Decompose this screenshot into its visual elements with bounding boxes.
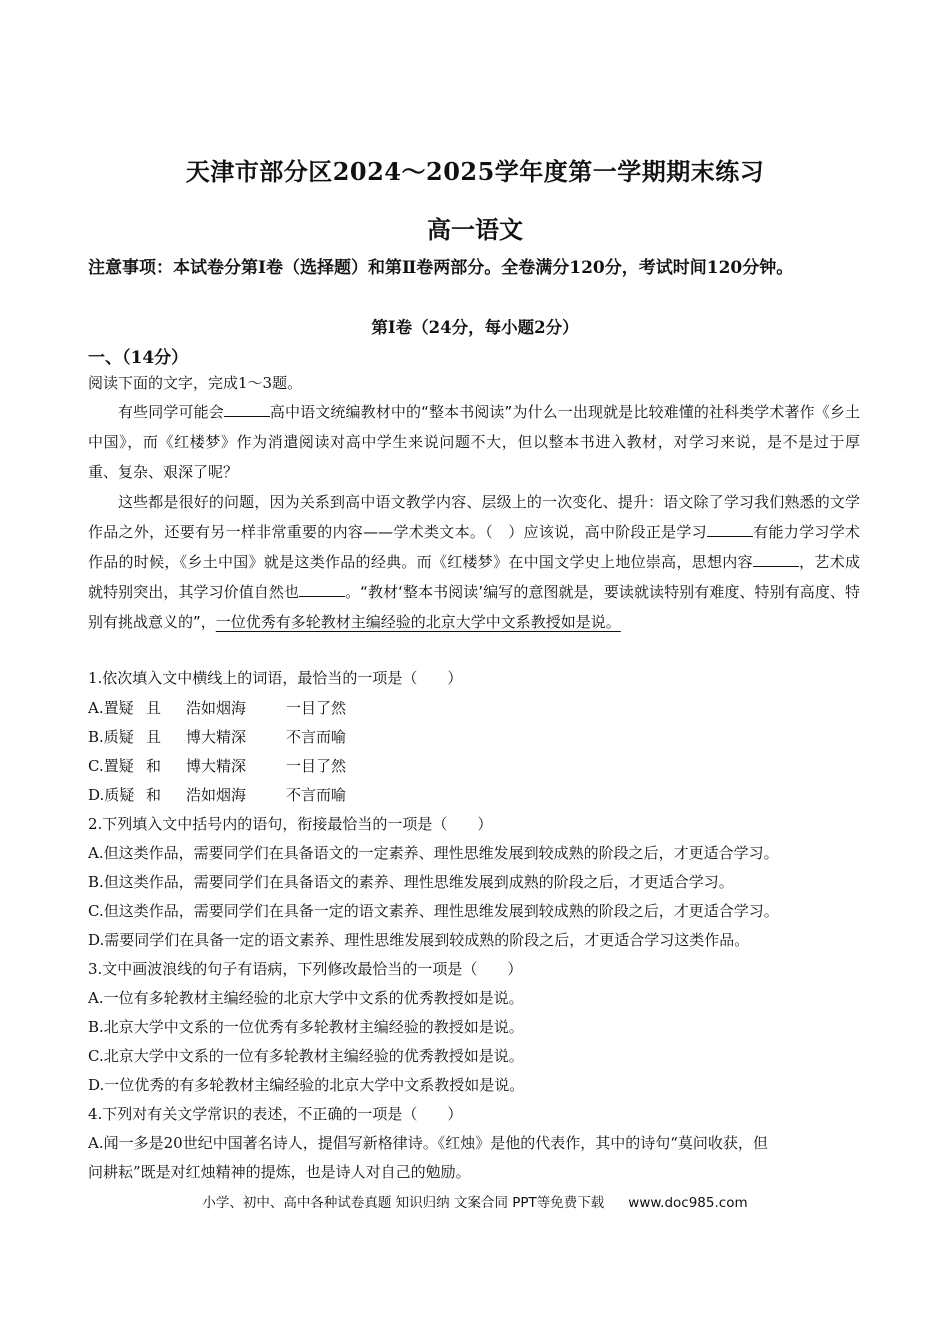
fill-blank-2 xyxy=(707,522,753,537)
option-word: 不言而喻 xyxy=(286,728,347,746)
fill-blank-4 xyxy=(299,582,345,597)
option-word: 博大精深 xyxy=(186,728,247,746)
option-word: D.质疑 xyxy=(88,786,135,804)
reading-instruction: 阅读下面的文字，完成1～3题。 xyxy=(88,374,303,392)
option-word: 且 xyxy=(146,728,162,746)
question-1-option-a xyxy=(88,697,346,718)
option-word: 一目了然 xyxy=(286,699,347,717)
question-4-option-a-line-1: A.闻一多是20世纪中国著名诗人，提倡写新格律诗。《红烛》是他的代表作，其中的诗句“莫问收获，但 xyxy=(88,1134,768,1152)
question-3-option-d: D.一位优秀的有多轮教材主编经验的北京大学中文系教授如是说。 xyxy=(88,1076,525,1094)
question-2-option-b: B.但这类作品，需要同学们在具备语文的素养、理性思维发展到成熟的阶段之后，才更适合学习。 xyxy=(88,873,734,891)
fill-blank-3 xyxy=(753,552,799,567)
page-footer xyxy=(0,1191,950,1211)
exam-title: 天津市部分区2024～2025学年度第一学期期末练习 xyxy=(185,157,765,186)
footer-text: 小学、初中、高中各种试卷真题 知识归纳 文案合同 PPT等免费下载 xyxy=(202,1195,605,1211)
question-3-option-b: B.北京大学中文系的一位优秀有多轮教材主编经验的教授如是说。 xyxy=(88,1018,524,1036)
wavy-underlined-sentence: 一位优秀有多轮教材主编经验的北京大学中文系教授如是说。 xyxy=(215,613,621,631)
question-1-stem: 1.依次填入文中横线上的词语，最恰当的一项是（ ） xyxy=(88,669,463,687)
option-word: 和 xyxy=(146,786,162,804)
question-3-option-c: C.北京大学中文系的一位有多轮教材主编经验的优秀教授如是说。 xyxy=(88,1047,524,1065)
question-3-option-a: A.一位有多轮教材主编经验的北京大学中文系的优秀教授如是说。 xyxy=(88,989,524,1007)
question-1-option-b xyxy=(88,726,346,747)
question-2-stem: 2.下列填入文中括号内的语句，衔接最恰当的一项是（ ） xyxy=(88,815,493,833)
option-word: C.置疑 xyxy=(88,757,134,775)
question-1-option-c xyxy=(88,755,346,776)
option-word: 且 xyxy=(146,699,162,717)
passage-text: ，艺术成就特别突出，其学习价值自然也 xyxy=(88,553,860,601)
notice-text: 注意事项：本试卷分第Ⅰ卷（选择题）和第Ⅱ卷两部分。全卷满分120分，考试时间120分钟。 xyxy=(88,258,794,278)
subject-title: 高一语文 xyxy=(427,215,523,244)
option-word: 不言而喻 xyxy=(286,786,347,804)
question-3-stem: 3.文中画波浪线的句子有语病，下列修改最恰当的一项是（ ） xyxy=(88,960,523,978)
passage-paragraph-1 xyxy=(88,397,860,487)
option-word: B.质疑 xyxy=(88,728,134,746)
option-word: 一目了然 xyxy=(286,757,347,775)
option-word: 和 xyxy=(146,757,162,775)
question-2-option-c: C.但这类作品，需要同学们在具备一定的语文素养、理性思维发展到较成熟的阶段之后，才更适合学习。 xyxy=(88,902,779,920)
passage-text: 这些都是很好的问题，因为关系到高中语文教学内容、层级上的一次变化、提升：语文除了学习我们熟悉的文学作品之外，还要有另一样非常重要的内容——学术类文本。（ ）应该说，高中阶段正是学习 xyxy=(88,493,860,541)
question-4-stem: 4.下列对有关文学常识的表述，不正确的一项是（ ） xyxy=(88,1105,463,1123)
option-word: 博大精深 xyxy=(186,757,247,775)
option-word: 浩如烟海 xyxy=(186,699,247,717)
reading-passage xyxy=(88,397,860,637)
question-2-option-a: A.但这类作品，需要同学们在具备语文的一定素养、理性思维发展到较成熟的阶段之后，才更适合学习。 xyxy=(88,844,779,862)
section-one-heading: 一、（14分） xyxy=(88,348,189,368)
passage-paragraph-2 xyxy=(88,487,860,637)
question-1-option-d xyxy=(88,784,346,805)
option-word: 浩如烟海 xyxy=(186,786,247,804)
question-2-option-d: D.需要同学们在具备一定的语文素养、理性思维发展到较成熟的阶段之后，才更适合学习这类作品。 xyxy=(88,931,750,949)
passage-text: 高中语文统编教材中的“整本书阅读”为什么一出现就是比较难懂的社科类学术著作《乡土中国》，而《红楼梦》作为消遣阅读对高中学生来说问题不大，但以整本书进入教材，对学习来说，是不是过于厚重、复杂、艰深了呢？ xyxy=(88,403,860,481)
option-word: A.置疑 xyxy=(88,699,134,717)
footer-link[interactable]: www.doc985.com xyxy=(628,1195,748,1211)
passage-text: 有些同学可能会 xyxy=(118,403,224,421)
fill-blank-1 xyxy=(224,402,270,417)
passage-text: 有能力学习学术作品的时候，《乡土中国》就是这类作品的经典。而《红楼梦》在中国文学史上地位崇高，思想内容 xyxy=(88,523,860,571)
part-one-heading: 第Ⅰ卷（24分，每小题2分） xyxy=(371,318,579,337)
passage-text: 。“教材‘整本书阅读’编写的意图就是，要读就读特别有难度、特别有高度、特别有挑战意义的”， xyxy=(88,583,860,631)
question-4-option-a-line-2: 问耕耘”既是对红烛精神的提炼，也是诗人对自己的勉励。 xyxy=(88,1163,471,1181)
